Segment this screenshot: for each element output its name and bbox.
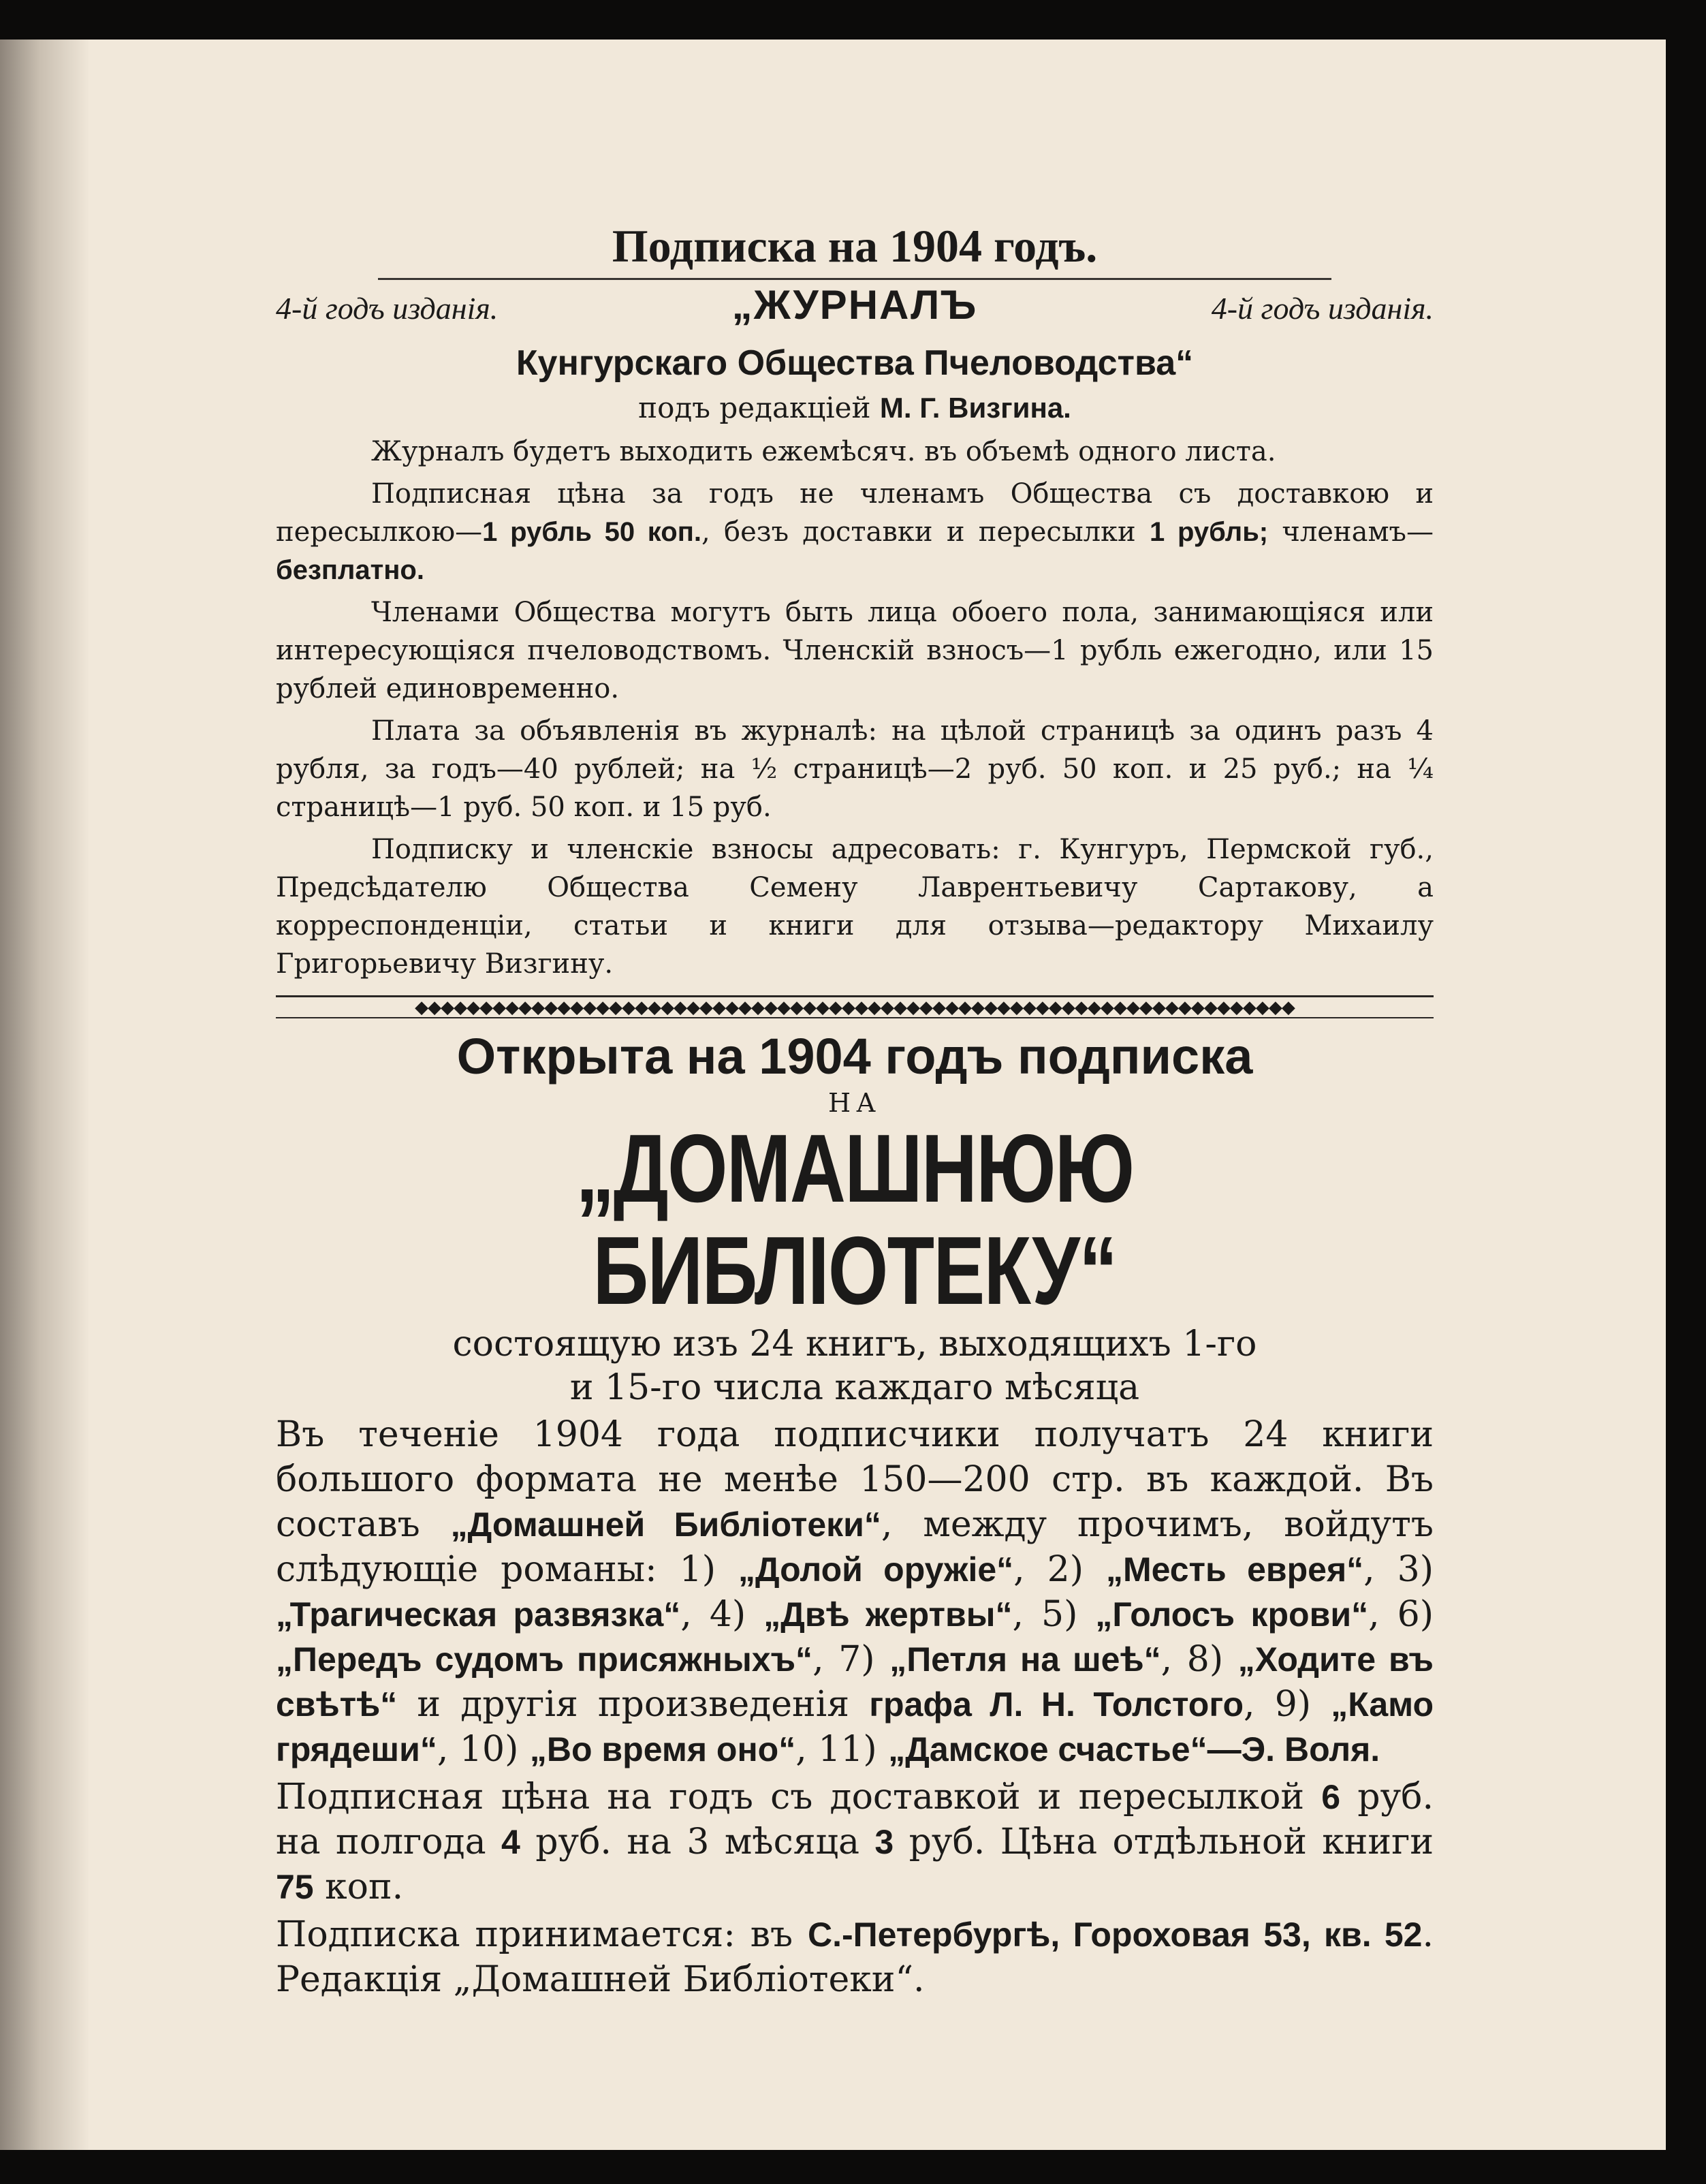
ornament-row: ◆◆◆◆◆◆◆◆◆◆◆◆◆◆◆◆◆◆◆◆◆◆◆◆◆◆◆◆◆◆◆◆◆◆◆◆◆◆◆◆◆◆◆◆◆◆◆◆◆◆◆◆◆◆◆◆◆◆◆◆◆◆◆◆◆◆◆◆ — [415, 999, 1295, 1016]
novel-10: „Во время оно“ — [529, 1730, 796, 1768]
novel-9: „Камо грядеши“ — [276, 1685, 1434, 1768]
price-text-b: руб. на полгода — [276, 1777, 1434, 1862]
society-name: Кунгурскаго Общества Пчеловодства“ — [516, 343, 1194, 383]
sep-7: , 7) — [812, 1639, 890, 1680]
price-text-c: руб. на 3 мѣсяца — [520, 1822, 875, 1862]
sep-2: , 2) — [1013, 1549, 1106, 1590]
price-text-e: коп. — [313, 1867, 404, 1907]
novel-5: „Голосъ крови“ — [1095, 1595, 1369, 1634]
novel-11: „Дамское счастье“—Э. Воля. — [888, 1730, 1380, 1768]
sep-9: и другія произведенія — [397, 1684, 870, 1725]
consist-line-2: и 15-го числа каждаго мѣсяца — [569, 1367, 1140, 1408]
novel-3: „Трагическая развязка“ — [276, 1595, 681, 1634]
addr-text-b: . Редакція „Домашней Библіотеки“. — [276, 1914, 1434, 2000]
price-quarter: 3 — [874, 1823, 894, 1861]
novel-6: „Передъ судомъ присяжныхъ“ — [276, 1640, 813, 1679]
editor-name: М. Г. Визгина. — [879, 392, 1071, 424]
page-title: Подписка на 1904 годъ. — [612, 220, 1098, 272]
journal-word: „ЖУРНАЛЪ — [731, 282, 978, 328]
scanned-page — [0, 40, 1666, 2150]
author-tolstoy: графа Л. Н. Толстого — [869, 1685, 1244, 1723]
novels-lib-name: „Домашней Библіотеки“ — [450, 1506, 881, 1544]
consist-line-1: состоящую изъ 24 книгъ, выходящихъ 1-го — [452, 1324, 1257, 1364]
sep-3: , 3) — [1363, 1549, 1434, 1590]
price-year: 6 — [1321, 1778, 1341, 1816]
library-title: „ДОМАШНЮЮ БИБЛІОТЕКУ“ — [575, 1114, 1134, 1325]
price-half: 4 — [501, 1823, 520, 1861]
membership-paragraph — [276, 593, 1434, 708]
journal-price-text-c: членамъ— — [1268, 516, 1434, 548]
novels-paragraph — [276, 1412, 1434, 1772]
sep-12: , 11) — [795, 1729, 889, 1770]
sep-6: , 6) — [1368, 1594, 1434, 1635]
library-price-paragraph — [276, 1775, 1434, 1909]
journal-frequency — [276, 433, 1434, 471]
ads-text: Плата за объявленія въ журналѣ: на цѣлой страницѣ за одинъ разъ 4 рубля, за годъ—40 рублей; на ½ страницѣ—2 руб. 50 коп. и 25 руб.; на ¼ страницѣ—1 руб. 50 коп. и 15 руб. — [276, 715, 1434, 823]
addr-text-a: Подписка принимается: въ — [276, 1914, 808, 1955]
price-text-d: руб. Цѣна отдѣльной книги — [894, 1822, 1434, 1862]
sep-8: , 8) — [1160, 1639, 1238, 1680]
journal-price — [276, 475, 1434, 589]
editor-prefix: подъ редакціей — [638, 391, 871, 424]
journal-price-text-b: , безъ доставки и пересылки — [701, 516, 1136, 548]
novel-7: „Петля на шеѣ“ — [889, 1640, 1161, 1679]
membership-text: Членами Общества могутъ быть лица обоего пола, занимающіяся или интересующіяся пчеловодствомъ. Членскій взносъ—1 рубль ежегодно, или 15 рублей единовременно. — [276, 597, 1434, 704]
year-note-right: 4-й годъ изданія. — [1211, 291, 1434, 326]
year-note-left: 4-й годъ изданія. — [276, 291, 499, 326]
addr-city: С.-Петербургѣ, Гороховая 53, кв. 52 — [807, 1916, 1423, 1954]
sep-10: , 9) — [1244, 1684, 1331, 1725]
novels-text-b: , между прочимъ, войдутъ слѣдующіе романы: 1) — [276, 1504, 1434, 1590]
journal-title-row — [276, 281, 1434, 339]
address-text: Подписку и членскіе взносы адресовать: г. Кунгуръ, Пермской губ., Предсѣдателю Общества Семену Лаврентьевичу Сартакову, а корреспонденціи, статьи и книги для отзыва—редактору Михаилу Григорьевичу Визгину. — [276, 834, 1434, 980]
ornamental-divider — [276, 995, 1434, 1018]
novels-text-a: Въ теченіе 1904 года подписчики получатъ 24 книги большого формата не менѣе 150—200 стр. въ каждой. Въ составъ — [276, 1414, 1434, 1545]
price-book: 75 — [276, 1868, 314, 1906]
library-na: НА — [828, 1088, 881, 1118]
library-heading: Открыта на 1904 годъ подписка — [456, 1028, 1253, 1085]
novel-2: „Месть еврея“ — [1105, 1550, 1364, 1589]
novel-1: „Долой оружіе“ — [738, 1550, 1014, 1589]
address-paragraph — [276, 830, 1434, 983]
library-address-paragraph — [276, 1912, 1434, 2002]
page-content — [276, 215, 1434, 2002]
sep-5: , 5) — [1012, 1594, 1096, 1635]
editor-line — [276, 388, 1434, 428]
novel-4: „Двѣ жертвы“ — [763, 1595, 1013, 1634]
title-rule — [378, 278, 1331, 280]
binding-shadow — [0, 40, 89, 2150]
journal-price-amount-2: 1 рубль; — [1150, 517, 1269, 547]
journal-frequency-text: Журналъ будетъ выходить ежемѣсяч. въ объемѣ одного листа. — [371, 436, 1276, 467]
journal-price-text-a: Подписная цѣна за годъ не членамъ Общества съ доставкою и пересылкою— — [276, 478, 1434, 548]
novel-8: „Ходите въ свѣтѣ“ — [276, 1640, 1434, 1723]
sep-11: , 10) — [437, 1729, 530, 1770]
price-text-a: Подписная цѣна на годъ съ доставкой и пересылкой — [276, 1777, 1322, 1818]
sep-4: , 4) — [680, 1594, 764, 1635]
journal-price-free: безплатно. — [276, 555, 424, 585]
journal-price-amount: 1 рубль 50 коп. — [482, 517, 702, 547]
ads-paragraph — [276, 712, 1434, 826]
